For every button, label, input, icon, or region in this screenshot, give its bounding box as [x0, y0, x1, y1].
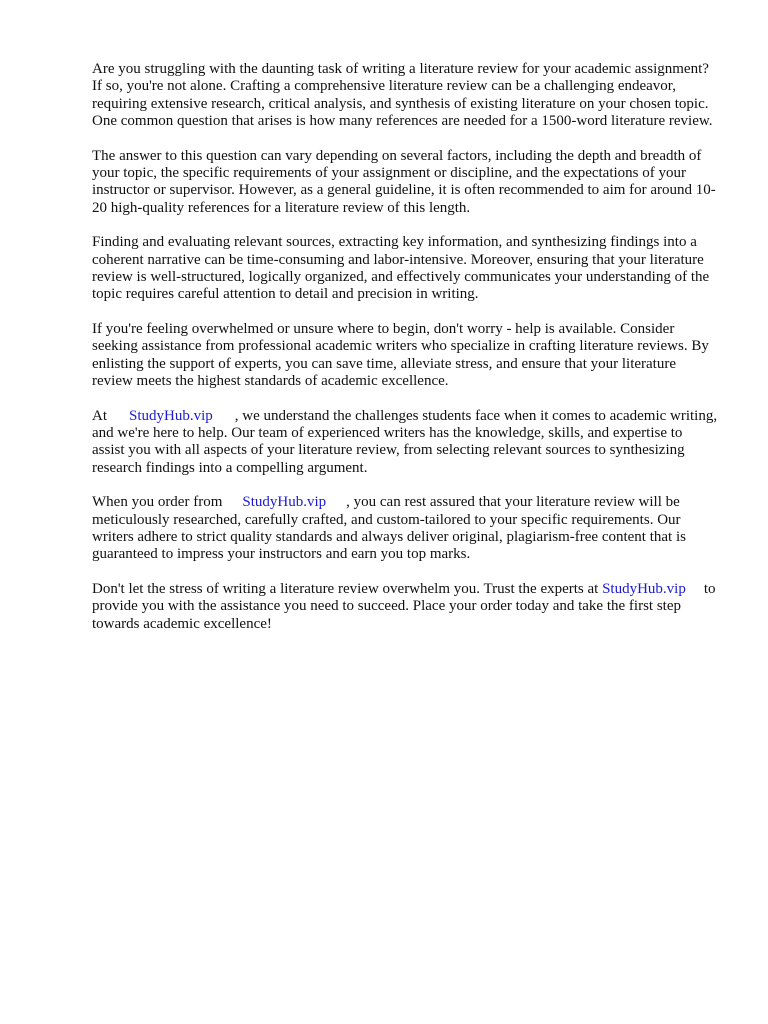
- paragraph-closing: [92, 581, 718, 633]
- paragraph-help: If you're feeling overwhelmed or unsure where to begin, don't worry - help is available. Consider seeking assistance from professional academic writers who specialize in crafting literature reviews. By enlisting the support of experts, you can save time, alleviate stress, and ensure that your literature review meets the highest standards of academic excellence.: [92, 320, 709, 390]
- paragraph-text: When you order from: [92, 494, 223, 511]
- paragraph-text: Don't let the stress of writing a literature review overwhelm you. Trust the experts at: [92, 580, 599, 597]
- studyhub-link[interactable]: StudyHub.vip: [242, 494, 327, 511]
- paragraph-intro: Are you struggling with the daunting task of writing a literature review for your academic assignment? If so, you're not alone. Crafting a comprehensive literature review can be a challenging endeavor, requiring extensive research, critical analysis, and synthesis of existing literature on your chosen topic. One common question that arises is how many references are needed for a 1500-word literature review.: [92, 61, 713, 130]
- studyhub-link[interactable]: StudyHub.vip: [602, 580, 686, 597]
- paragraph-text: , we understand the challenges students face when it comes to academic writing, and we're here to help. Our team of experienced writers has the knowledge, skills, and expertise to assist you with all aspects of your literature review, from selecting relevant sources to synthesizing research findings into a compelling argument.: [92, 407, 718, 476]
- studyhub-link[interactable]: StudyHub.vip: [129, 407, 213, 424]
- paragraph-order: [92, 494, 718, 564]
- paragraph-challenges: Finding and evaluating relevant sources, extracting key information, and synthesizing findings into a coherent narrative can be time-consuming and labor-intensive. Moreover, ensuring that your literature review is well-structured, logically organized, and effectively communicates your understanding of the topic requires careful attention to detail and precision in writing.: [92, 234, 710, 303]
- paragraph-text: , you can rest assured that your literature review will be meticulously researched, carefully crafted, and custom-tailored to your specific requirements. Our writers adhere to strict quality standards and always deliver original, plagiarism-free content that is guaranteed to impress your instructors and earn you top marks.: [92, 494, 686, 563]
- paragraph-text: At: [92, 407, 107, 424]
- paragraph-text: to provide you with the assistance you need to succeed. Place your order today and take the first step towards academic excellence!: [92, 580, 716, 632]
- paragraph-answer: The answer to this question can vary depending on several factors, including the depth and breadth of your topic, the specific requirements of your assignment or discipline, and the expectations of your instructor or supervisor. However, as a general guideline, it is often recommended to aim for around 10-20 high-quality references for a literature review of this length.: [92, 147, 716, 216]
- paragraph-studyhub-intro: [92, 408, 718, 478]
